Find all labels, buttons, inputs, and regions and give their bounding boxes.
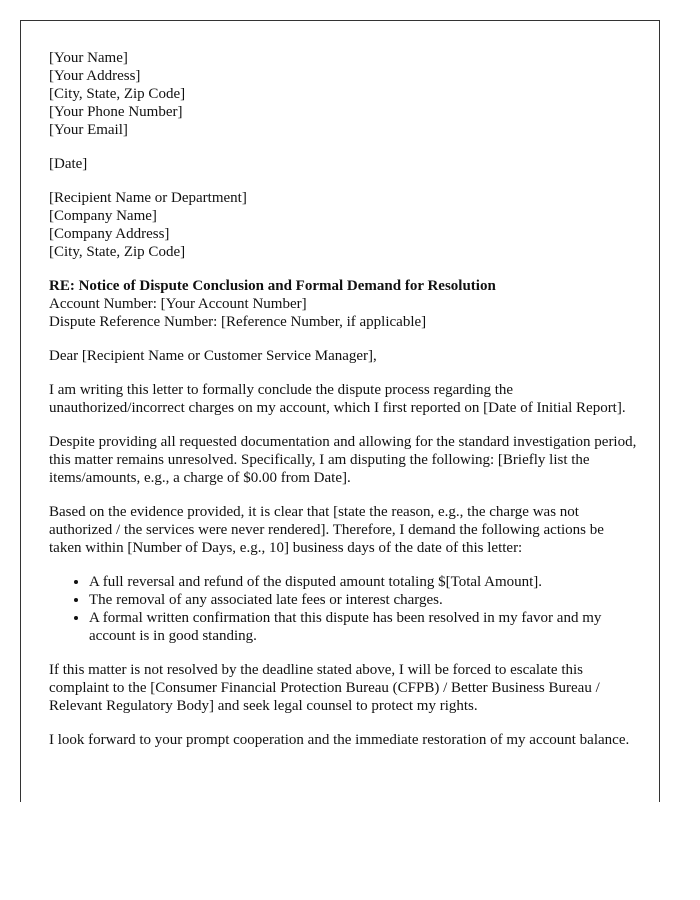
recipient-company: [Company Name]: [49, 208, 157, 224]
body-paragraph: I am writing this letter to formally conclude the dispute process regarding the unauthorized/incorrect charges on my account, which I first reported on [Date of Initial Report].: [49, 382, 626, 416]
subject-block: [49, 277, 639, 331]
sender-city-state-zip: [City, State, Zip Code]: [49, 86, 186, 102]
sender-email: [Your Email]: [49, 122, 128, 138]
body-paragraph: Based on the evidence provided, it is clear that [state the reason, e.g., the charge was not authorized / the services were never rendered]. Therefore, I demand the following actions be taken within [Number of Days, e.g., 10] business days of the date of this letter:: [49, 504, 604, 556]
dispute-reference-number: Dispute Reference Number: [Reference Number, if applicable]: [49, 314, 427, 330]
recipient-address-block: [49, 189, 639, 261]
sender-address: [Your Address]: [49, 68, 141, 84]
account-number: Account Number: [Your Account Number]: [49, 296, 307, 312]
letter-page: [20, 20, 660, 802]
sender-phone: [Your Phone Number]: [49, 104, 183, 120]
subject-line: RE: Notice of Dispute Conclusion and Formal Demand for Resolution: [49, 278, 496, 294]
recipient-city-state-zip: [City, State, Zip Code]: [49, 244, 186, 260]
demand-item: • A formal written confirmation that this dispute has been resolved in my favor and my account is in good standing.: [89, 609, 639, 645]
letter-date: [Date]: [49, 156, 88, 172]
recipient-name: [Recipient Name or Department]: [49, 190, 247, 206]
body-paragraph: Despite providing all requested documentation and allowing for the standard investigation period, this matter remains unresolved. Specifically, I am disputing the following: [Briefly list the items/amounts, e.g., a charge of $0.00 from Date].: [49, 434, 637, 486]
sender-address-block: [49, 49, 639, 139]
demands-list: [49, 573, 639, 645]
sender-name: [Your Name]: [49, 50, 128, 66]
salutation: Dear [Recipient Name or Customer Service Manager],: [49, 348, 377, 364]
demand-item: • The removal of any associated late fees or interest charges.: [89, 591, 639, 609]
escalation-paragraph: If this matter is not resolved by the deadline stated above, I will be forced to escalate this complaint to the [Consumer Financial Protection Bureau (CFPB) / Better Business Bureau / Relevant Regulatory Body] and seek legal counsel to protect my rights.: [49, 662, 600, 714]
demand-item: • A full reversal and refund of the disputed amount totaling $[Total Amount].: [89, 573, 639, 591]
recipient-address: [Company Address]: [49, 226, 170, 242]
closing-paragraph: I look forward to your prompt cooperation and the immediate restoration of my account balance.: [49, 732, 630, 748]
date-block: [49, 155, 639, 173]
letter-content: [49, 49, 639, 765]
